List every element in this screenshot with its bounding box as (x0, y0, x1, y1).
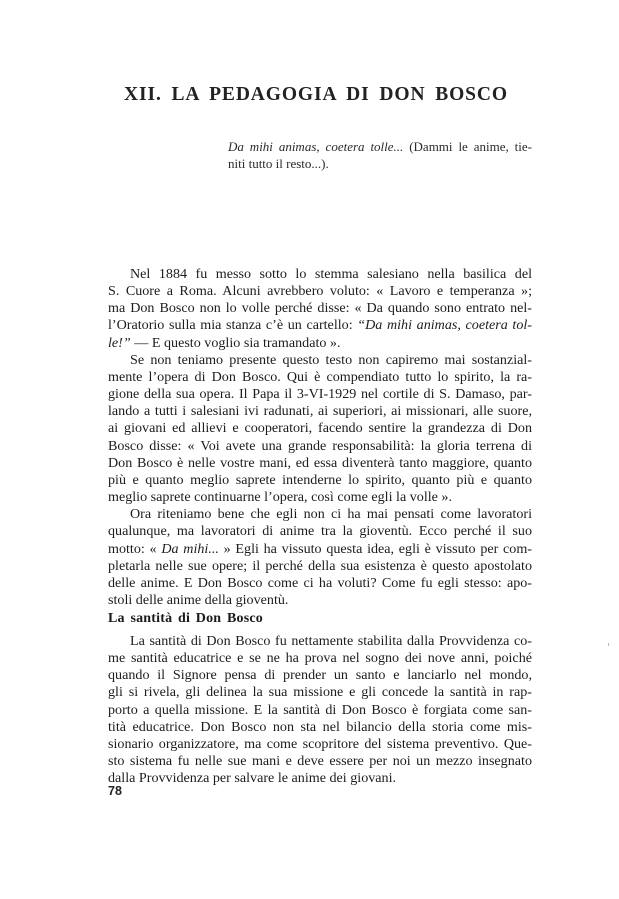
epigraph (228, 138, 532, 172)
text-line: Don Bosco è nelle vostre mani, ed essa diventerà tanto maggiore, quanto (108, 454, 532, 471)
text-line: ma Don Bosco non lo volle perché disse: « Da quando sono entrato nel- (108, 300, 532, 317)
epigraph-line-2: niti tutto il resto...). (228, 156, 329, 171)
text-line: qualunque, ma lavoratori di anime tra la gioventù. Ecco perché il suo (108, 523, 532, 540)
section-heading: La santità di Don Bosco (108, 611, 263, 626)
epigraph-translation: (Dammi le anime, tie- (403, 139, 532, 154)
text-line: lando a tutti i salesiani ivi radunati, ai superiori, ai missionari, alle suore, (108, 403, 532, 420)
body-text-block-2 (108, 633, 532, 787)
text-line: Nel 1884 fu messo sotto lo stemma salesiano nella basilica del (130, 266, 532, 282)
text-line: stoli delle anime della gioventù. (108, 591, 289, 608)
text-line: Se non teniamo presente questo testo non capiremo mai sostanzial- (130, 351, 532, 368)
latin-quote-end: le!” (108, 334, 131, 351)
text-line: Bosco disse: « Voi avete una grande responsabilità: la gloria terrena di (108, 437, 532, 454)
text-line: mente l’opera di Don Bosco. Qui è compendiato tutto lo spirito, la ra- (108, 368, 532, 385)
page-number: 78 (108, 784, 122, 798)
motto: Da mihi... (161, 540, 219, 557)
text-line: quando il Signore pensa di prender un santo e lanciarlo nel mondo, (108, 667, 532, 684)
text-line: motto: « Da mihi... » Egli ha vissuto questa idea, egli è vissuto per com- (108, 540, 532, 557)
text-line: meglio saprete continuarne l’opera, così come egli la volle ». (108, 489, 452, 506)
text-line: sto sistema fu nelle sue mani e deve essere per noi un mezzo insegnato (108, 753, 532, 770)
text-line: gione della sua opera. Il Papa il 3-VI-1929 nel cortile di S. Damaso, par- (108, 386, 532, 403)
text-line: me santità educatrice e se ne ha prova nel sogno dei nove anni, poiché (108, 650, 532, 667)
text-line: le!” — E questo voglio sia tramandato ». (108, 334, 341, 351)
text-line: dalla Provvidenza per salvare le anime dei giovani. (108, 770, 397, 787)
epigraph-latin: Da mihi animas, coetera tolle... (228, 139, 404, 154)
text-line: più e quanto meglio saprete intenderne lo spirito, quanto più e quanto (108, 471, 532, 488)
text-line: delle anime. E Don Bosco come ci ha voluti? Come fu egli stesso: apo- (108, 574, 532, 591)
body-text-block-1 (108, 266, 532, 609)
scan-speck (608, 643, 609, 646)
text-line: S. Cuore a Roma. Alcuni avrebbero voluto: « Lavoro e temperanza »; (108, 283, 532, 300)
chapter-title: XII. LA PEDAGOGIA DI DON BOSCO (124, 84, 508, 105)
text-line: tità educatrice. Don Bosco non sta nel bilancio della storia come mis- (108, 718, 532, 735)
text-line: l’Oratorio sulla mia stanza c’è un cartello: “Da mihi animas, coetera tol- (108, 317, 532, 334)
text-line: La santità di Don Bosco fu nettamente stabilita dalla Provvidenza co- (130, 633, 532, 649)
latin-quote: “Da mihi animas, coetera tol- (357, 317, 532, 334)
epigraph-line-1 (228, 138, 532, 155)
text-line: sionario organizzatore, ma come scopritore del sistema preventivo. Que- (108, 735, 532, 752)
text-line: ai giovani ed allievi e cooperatori, facendo sentire la grandezza di Don (108, 420, 532, 437)
text-line: gli si rivela, gli delinea la sua missione e gli concede la santità in rap- (108, 684, 532, 701)
text-line: pletarla nelle sue opere; il perché della sua esistenza è questo apostolato (108, 557, 532, 574)
text-line: Ora riteniamo bene che egli non ci ha mai pensati come lavoratori (130, 506, 532, 523)
text-line: porto a quella missione. E la santità di Don Bosco è forgiata come san- (108, 701, 532, 718)
